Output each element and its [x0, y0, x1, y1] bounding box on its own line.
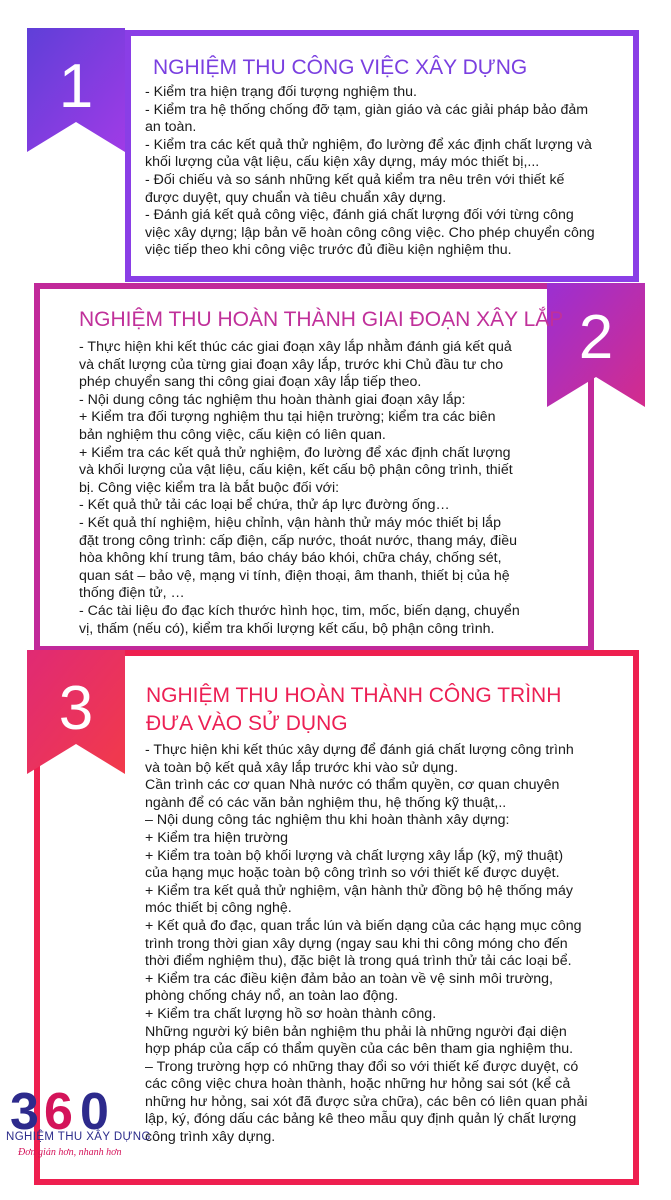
section-3-line: – Nội dung công tác nghiệm thu khi hoàn thành xây dựng: — [145, 812, 510, 829]
section-3-line: hợp pháp của cấp có thẩm quyền của các bên tham gia nghiệm thu. — [145, 1041, 574, 1058]
section-3-line: công trình xây dựng. — [145, 1129, 276, 1146]
section-3-number: 3 — [58, 674, 94, 743]
section-2-line: quan sát – bảo vệ, mạng vi tính, điện thoại, âm thanh, thiết bị của hệ — [79, 567, 510, 584]
section-2-body — [79, 339, 520, 638]
section-3-line: móc thiết bị công nghệ. — [145, 900, 292, 917]
section-3-body — [145, 742, 588, 1147]
svg-text:6: 6 — [44, 1085, 71, 1141]
logo-slogan: Đơn giản hơn, nhanh hơn — [18, 1147, 122, 1158]
section-3-line: của hạng mục hoặc toàn bộ công trình so với thiết kế được duyệt. — [145, 865, 560, 882]
section-3-line: lập, ký, đóng dấu các bảng kê theo mẫu quy định quản lý chất lượng — [145, 1111, 577, 1128]
section-2-number: 2 — [578, 303, 614, 372]
section-3-line: + Kiểm tra kết quả thử nghiệm, vận hành thử đồng bộ hệ thống máy — [145, 882, 573, 899]
section-3-line: phòng chống cháy nổ, an toàn lao động. — [145, 988, 399, 1005]
section-1-line: an toàn. — [145, 119, 197, 136]
logo-name: NGHIỆM THU XÂY DỰNG — [6, 1131, 151, 1143]
section-3-line: trình trong thời gian xây dựng (ngay sau khi thi công móng cho đến — [145, 935, 568, 952]
section-1-line: - Đánh giá kết quả công việc, đánh giá chất lượng đối với từng công — [145, 207, 574, 224]
section-2-title — [79, 306, 563, 334]
section-3-line: + Kết quả đo đạc, quan trắc lún và biến dạng của các hạng mục công — [145, 917, 582, 934]
section-3-line: + Kiểm tra hiện trường — [145, 829, 289, 846]
section-2-line: - Kết quả thử tải các loại bể chứa, thử áp lực đường ống… — [79, 497, 450, 514]
section-1-line: - Kiểm tra các kết quả thử nghiệm, đo lường để xác định chất lượng và — [145, 136, 592, 153]
section-2-title-line: NGHIỆM THU HOÀN THÀNH GIAI ĐOẠN XÂY LẮP — [79, 308, 564, 331]
section-3-line: + Kiểm tra các điều kiện đảm bảo an toàn về vệ sinh môi trường, — [145, 970, 553, 987]
section-3-line: – Trong trường hợp có những thay đổi so với thiết kế được duyệt, có — [145, 1058, 579, 1075]
section-2-line: bản nghiệm thu công việc, cấu kiện có liên quan. — [79, 426, 386, 443]
section-2-line: - Các tài liệu đo đạc kích thước hình học, tim, mốc, biến dạng, chuyển — [79, 602, 520, 619]
section-3-title — [146, 682, 561, 738]
section-2-line: - Thực hiện khi kết thúc các giai đoạn xây lắp nhằm đánh giá kết quả — [79, 339, 512, 355]
section-3-line: những hư hỏng, sai xót đã được sửa chữa), các bên có liên quan phải — [145, 1093, 588, 1110]
section-1-line: - Đối chiếu và so sánh những kết quả kiểm tra nêu trên với thiết kế — [145, 171, 565, 188]
section-1-body — [145, 84, 595, 260]
section-1-number: 1 — [58, 52, 94, 121]
section-2-line: và khối lượng của vật liệu, cấu kiện, kết cấu bộ phận công trình, thiết — [79, 462, 513, 479]
section-1-title — [153, 54, 527, 82]
section-2-line: + Kiểm tra đối tượng nghiệm thu tại hiện trường; kiểm tra các biên — [79, 409, 496, 426]
section-1-line: việc tiếp theo khi công việc trước đủ điều kiện nghiệm thu. — [145, 242, 512, 259]
section-3-line: Cần trình các cơ quan Nhà nước có thẩm quyền, cơ quan chuyên — [145, 777, 560, 794]
section-1-line: - Kiểm tra hiện trạng đối tượng nghiệm thu. — [145, 84, 417, 100]
svg-text:3: 3 — [10, 1085, 37, 1141]
section-3-title-line: ĐƯA VÀO SỬ DỤNG — [146, 712, 348, 735]
section-3-line: + Kiểm tra toàn bộ khối lượng và chất lượng xây lắp (kỹ, mỹ thuật) — [145, 847, 564, 864]
section-2-line: vị, thấm (nếu có), kiểm tra khối lượng kết cấu, bộ phận công trình. — [79, 620, 495, 637]
section-2-line: - Nội dung công tác nghiệm thu hoàn thành giai đoạn xây lắp: — [79, 391, 466, 408]
section-2-line: - Kết quả thí nghiệm, hiệu chỉnh, vận hành thử máy móc thiết bị lắp — [79, 514, 501, 531]
section-3-line: + Kiểm tra chất lượng hồ sơ hoàn thành công. — [145, 1005, 437, 1022]
section-3-line: - Thực hiện khi kết thúc xây dựng để đánh giá chất lượng công trình — [145, 742, 574, 758]
section-1-line: việc xây dựng; lập bản vẽ hoàn công công việc. Cho phép chuyển công — [145, 224, 595, 241]
section-1-line: - Kiểm tra hệ thống chống đỡ tạm, giàn giáo và các giải pháp bảo đảm — [145, 101, 589, 118]
section-2-line: thống điện tử, … — [79, 585, 185, 602]
section-3-title-line: NGHIỆM THU HOÀN THÀNH CÔNG TRÌNH — [146, 684, 562, 707]
section-3-line: ngành để có các văn bản nghiệm thu, hệ thống kỹ thuật,.. — [145, 794, 507, 811]
section-2-line: + Kiểm tra các kết quả thử nghiệm, đo lường để xác định chất lượng — [79, 444, 511, 461]
section-3-line: Những người ký biên bản nghiệm thu phải là những người đại diện — [145, 1023, 567, 1040]
section-1-line: được duyệt, quy chuẩn và tiêu chuẩn xây dựng. — [145, 189, 447, 206]
section-2-line: bị. Công việc kiểm tra là bắt buộc đối với: — [79, 479, 340, 496]
section-2-line: và chất lượng của từng giai đoạn xây lắp, trước khi Chủ đầu tư cho — [79, 356, 504, 373]
section-1-line: khối lượng của vật liệu, cấu kiện xây dựng, máy móc thiết bị,... — [145, 154, 540, 171]
section-3-line: các công việc chưa hoàn thành, hoặc những hư hỏng sai sót (kể cả — [145, 1076, 571, 1093]
section-2-line: đặt trong công trình: cấp điện, cấp nước, thoát nước, thang máy, điều — [79, 532, 517, 549]
section-1-title-line: NGHIỆM THU CÔNG VIỆC XÂY DỰNG — [153, 56, 528, 79]
svg-text:0: 0 — [80, 1085, 107, 1141]
section-3-line: và toàn bộ kết quả xây lắp trước khi vào sử dụng. — [145, 759, 459, 776]
section-2-line: hòa không khí trung tâm, báo cháy báo khói, chữa cháy, chống sét, — [79, 550, 502, 567]
section-3-line: thời điểm nghiệm thu), đặc biệt là trong quá trình thử tải các loại bể. — [145, 953, 572, 970]
section-2-line: phép chuyển sang thi công giai đoạn xây lắp tiếp theo. — [79, 374, 422, 391]
